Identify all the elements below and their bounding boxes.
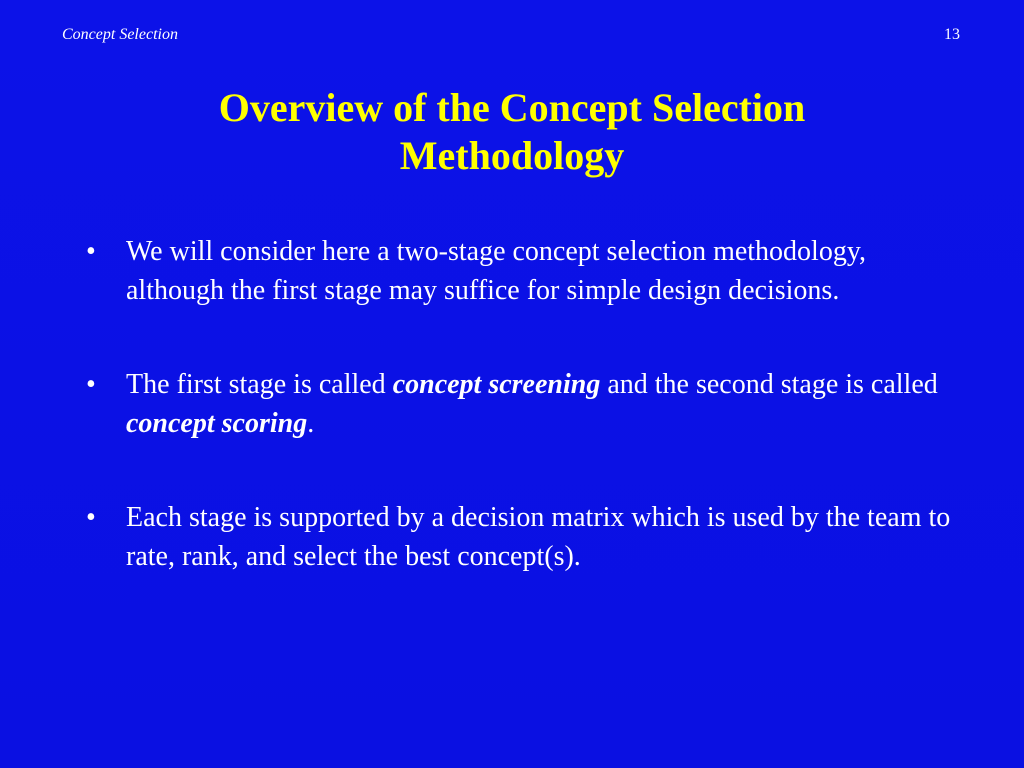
slide-title bbox=[0, 84, 1024, 180]
bullet-text-part: and the second stage is called bbox=[600, 369, 938, 400]
page-number: 13 bbox=[944, 26, 960, 43]
bullet-icon: • bbox=[86, 502, 96, 533]
bullet-text-part: The first stage is called bbox=[126, 369, 393, 400]
bullet-text: We will consider here a two-stage concept selection methodology, although the first stage may suffice for simple design decisions. bbox=[126, 236, 867, 306]
bullet-icon: • bbox=[86, 236, 96, 267]
slide-title-line2: Methodology bbox=[399, 133, 625, 178]
bullet-item bbox=[84, 365, 964, 443]
slide-title-line1: Overview of the Concept Selection bbox=[218, 85, 806, 130]
bullet-item bbox=[84, 232, 964, 310]
bullet-item bbox=[84, 498, 964, 576]
section-header: Concept Selection bbox=[62, 26, 178, 43]
bullet-icon: • bbox=[86, 369, 96, 400]
term-concept-scoring: concept scoring bbox=[126, 408, 308, 439]
term-concept-screening: concept screening bbox=[392, 369, 601, 400]
bullet-list bbox=[84, 232, 964, 631]
bullet-text: Each stage is supported by a decision matrix which is used by the team to rate, rank, and select the best concept(s). bbox=[126, 502, 951, 572]
bullet-text-part: . bbox=[307, 408, 315, 439]
